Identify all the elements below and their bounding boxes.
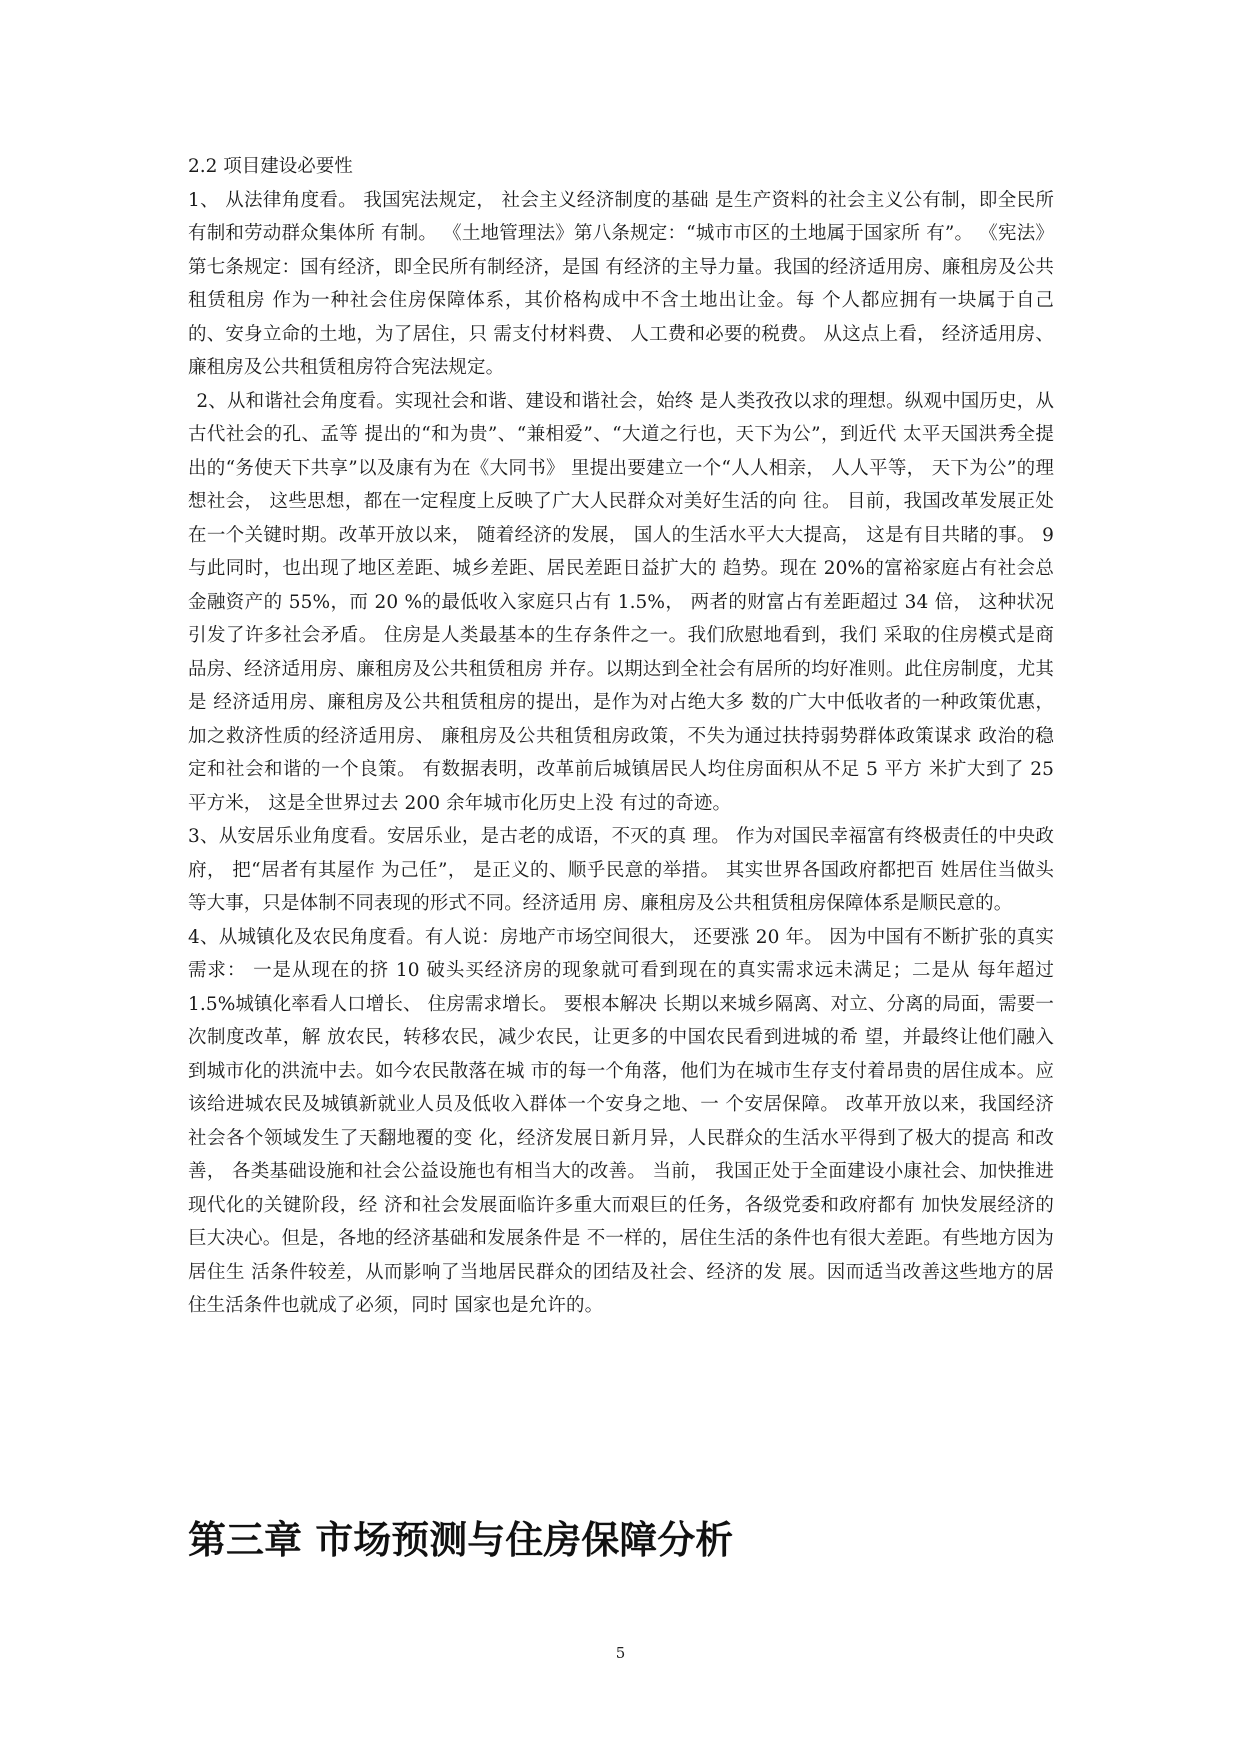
section-heading: 2.2 项目建设必要性 bbox=[188, 156, 353, 177]
paragraph-harmonious-society: 2、从和谐社会角度看。实现社会和谐、建设和谐社会，始终 是人类孜孜以求的理想。纵观中国历史，从古代社会的孔、孟等 提出的“和为贵”、“兼相爱”、“大道之行也，天下为公”，到近代 太平天国洪秀全提出的“务使天下共享”以及康有为在《大同书》 里提出要建立一个“人人相亲， 人人平等， 天下为公”的理想社会， 这些思想，都在一定程度上反映了广大人民群众对美好生活的向 往。 目前，我国改革发展正处在一个关键时期。改革开放以来， 随着经济的发展， 国人的生活水平大大提高， 这是有目共睹的事。 9 与此同时，也出现了地区差距、城乡差距、居民差距日益扩大的 趋势。现在 20%的富裕家庭占有社会总金融资产的 55%，而 20 %的最低收入家庭只占有 1.5%， 两者的财富占有差距超过 34 倍， 这种状况引发了许多社会矛盾。 住房是人类最基本的生存条件之一。我们欣慰地看到，我们 采取的住房模式是商品房、经济适用房、廉租房及公共租赁租房 并存。以期达到全社会有居所的均好准则。此住房制度，尤其是 经济适用房、廉租房及公共租赁租房的提出，是作为对占绝大多 数的广大中低收者的一种政策优惠， 加之救济性质的经济适用房、 廉租房及公共租赁租房政策，不失为通过扶持弱势群体政策谋求 政治的稳定和社会和谐的一个良策。 有数据表明，改革前后城镇居民人均住房面积从不足 5 平方 米扩大到了 25 平方米， 这是全世界过去 200 余年城市化历史上没 有过的奇迹。 bbox=[188, 390, 1054, 814]
page-number: 5 bbox=[615, 1644, 626, 1662]
paragraph-urbanization: 4、从城镇化及农民角度看。有人说：房地产市场空间很大， 还要涨 20 年。 因为中国有不断扩张的真实需求： 一是从现在的挤 10 破头买经济房的现象就可看到现在的真实需求远未满足；二是从 每年超过 1.5%城镇化率看人口增长、 住房需求增长。 要根本解决 长期以来城乡隔离、对立、分离的局面，需要一次制度改革，解 放农民，转移农民，减少农民，让更多的中国农民看到进城的希 望，并最终让他们融入到城市化的洪流中去。如今农民散落在城 市的每一个角落，他们为在城市生存支付着昂贵的居住成本。应 该给进城农民及城镇新就业人员及低收入群体一个安身之地、一 个安居保障。 改革开放以来，我国经济社会各个领域发生了天翻地覆的变 化，经济发展日新月异，人民群众的生活水平得到了极大的提高 和改善， 各类基础设施和社会公益设施也有相当大的改善。 当前， 我国正处于全面建设小康社会、加快推进现代化的关键阶段，经 济和社会发展面临许多重大而艰巨的任务，各级党委和政府都有 加快发展经济的巨大决心。但是，各地的经济基础和发展条件是 不一样的，居住生活的条件也有很大差距。有些地方因为居住生 活条件较差，从而影响了当地居民群众的团结及社会、经济的发 展。因而适当改善这些地方的居住生活条件也就成了必须，同时 国家也是允许的。 bbox=[188, 926, 1054, 1316]
paragraph-legal: 1、 从法律角度看。 我国宪法规定， 社会主义经济制度的基础 是生产资料的社会主义公有制，即全民所有制和劳动群众集体所 有制。 《土地管理法》第八条规定：“城市市区的土地属于国家所 有”。 《宪法》第七条规定：国有经济，即全民所有制经济，是国 有经济的主导力量。我国的经济适用房、廉租房及公共租赁租房 作为一种社会住房保障体系，其价格构成中不含土地出让金。每 个人都应拥有一块属于自己的、安身立命的土地，为了居住，只 需支付材料费、 人工费和必要的税费。 从这点上看， 经济适用房、 廉租房及公共租赁租房符合宪法规定。 bbox=[188, 189, 1054, 378]
paragraph-settled-life: 3、从安居乐业角度看。安居乐业，是古老的成语，不灭的真 理。 作为对国民幸福富有终极责任的中央政府， 把“居者有其屋作 为己任”， 是正义的、顺乎民意的举措。 其实世界各国政府都把百 姓居住当做头等大事，只是体制不同表现的形式不同。经济适用 房、廉租房及公共租赁租房保障体系是顺民意的。 bbox=[188, 826, 1054, 914]
chapter-title: 第三章 市场预测与住房保障分析 bbox=[188, 1518, 734, 1562]
document-body bbox=[188, 150, 1054, 1323]
